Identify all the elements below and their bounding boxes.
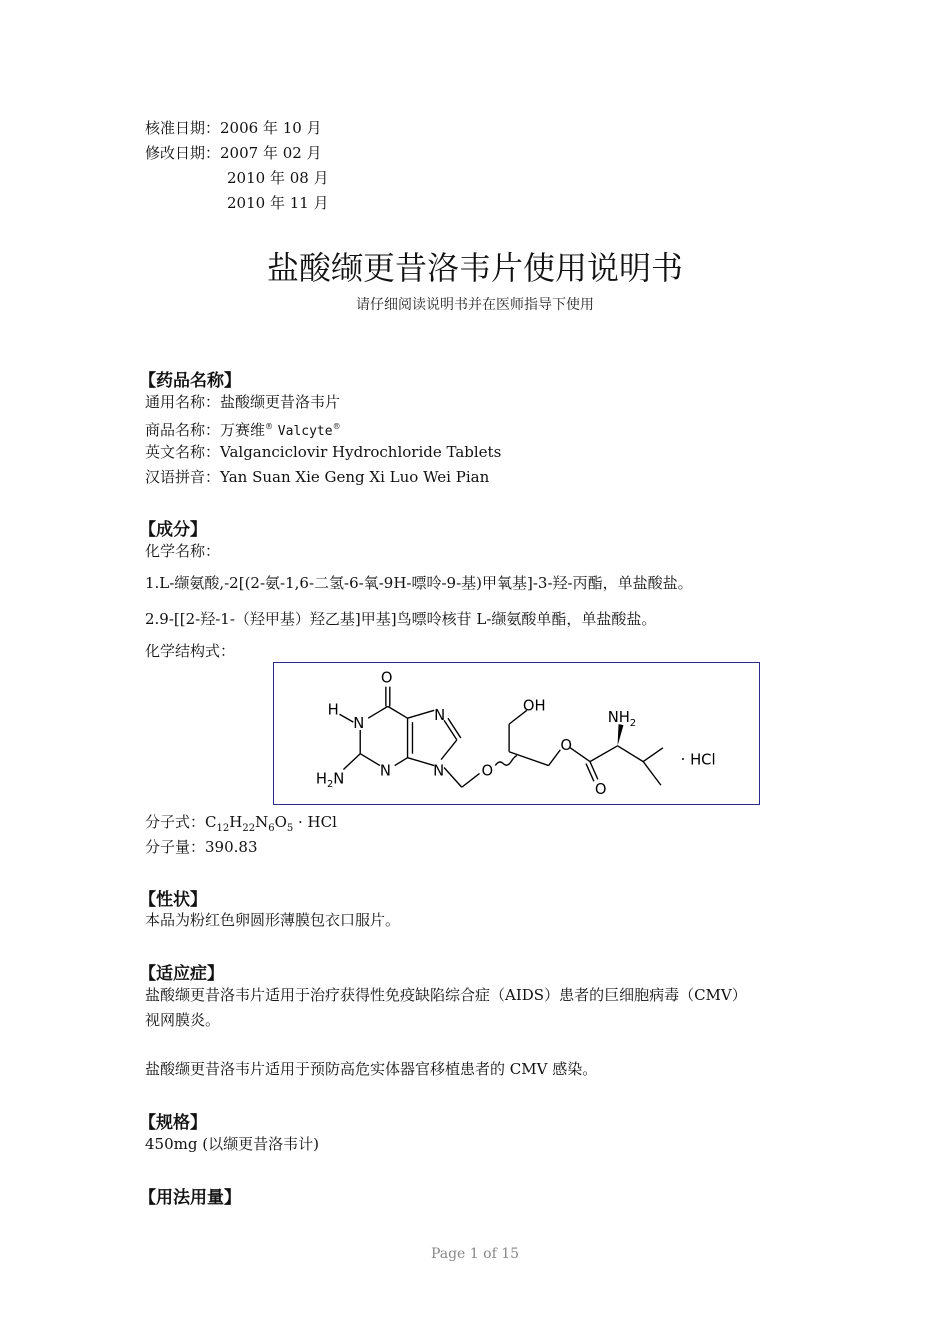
revision-date-value: 2007 年 02 月 [220,144,322,162]
atom-n1: N [353,715,365,733]
section-header-appearance: 【性状】 [139,890,207,910]
generic-name: 通用名称：盐酸缬更昔洛韦片 [145,393,341,411]
trade-name-en: Valcyte [277,424,333,439]
section-header-drug-name: 【药品名称】 [139,371,241,391]
section-header-indications: 【适应症】 [139,964,224,984]
formula-subscript: 6 [268,823,275,834]
registered-mark: ® [332,422,341,431]
atom-h: H [327,701,339,719]
section-header-specification: 【规格】 [139,1113,207,1133]
revision-date-label: 修改日期： [145,144,221,162]
approval-date-value: 2006 年 10 月 [220,119,322,137]
section-header-dosage: 【用法用量】 [139,1188,241,1208]
formula-suffix: · HCl [293,813,337,831]
atom-n7: N [434,707,446,725]
formula-element: H [229,813,243,831]
atom-oh: OH [522,697,546,715]
hcl-label: · HCl [680,751,716,769]
formula-subscript: 22 [242,823,256,834]
english-name: 英文名称：Valganciclovir Hydrochloride Tablets [145,443,502,461]
appearance-text: 本品为粉红色卵圆形薄膜包衣口服片。 [145,911,401,929]
approval-date-label: 核准日期： [145,119,221,137]
chemical-structure-diagram [273,662,760,805]
formula-subscript: 12 [216,823,230,834]
formula-element: N [255,813,269,831]
indication-text: 盐酸缬更昔洛韦片适用于预防高危实体器官移植患者的 CMV 感染。 [145,1060,598,1078]
structure-svg [274,663,759,804]
molecular-formula [145,812,337,839]
page-number: Page 1 of 15 [430,1246,520,1262]
atom-o-carbonyl: O [594,781,607,799]
atom-n9: N [433,762,445,780]
formula-label: 分子式： [145,813,206,831]
atom-o-top: O [380,669,393,687]
specification-text: 450mg (以缬更昔洛韦计) [145,1135,319,1153]
indication-text: 视网膜炎。 [145,1011,221,1029]
wedge-bond [618,724,624,746]
document-subtitle: 请仔细阅读说明书并在医师指导下使用 [356,297,594,313]
atom-o-ester: O [560,736,573,754]
chemical-name-1: 1.L-缬氨酸,-2[(2-氨-1,6-二氢-6-氧-9H-嘌呤-9-基)甲氧基]-3-羟-丙酯，单盐酸盐。 [145,574,693,592]
formula-element: O [274,813,287,831]
molecular-weight: 分子量：390.83 [145,838,258,856]
structure-label: 化学结构式： [145,642,236,660]
atom-n3: N [379,762,391,780]
approval-date [145,118,322,138]
atom-o-ether: O [481,762,494,780]
registered-mark: ® [265,422,274,431]
revision-date-value: 2010 年 08 月 [227,169,329,187]
formula-element: C [205,813,217,831]
indication-text: 盐酸缬更昔洛韦片适用于治疗获得性免疫缺陷综合症（AIDS）患者的巨细胞病毒（CMV） [145,986,747,1004]
revision-date [145,143,322,163]
formula-subscript: 5 [286,823,294,834]
chemical-name-2: 2.9-[[2-羟-1-（羟甲基）羟乙基]甲基]鸟嘌呤核苷 L-缬氨酸单酯，单盐酸盐。 [145,610,657,628]
atom-nh2: $NH_2$ [607,709,637,730]
section-header-composition: 【成分】 [139,520,207,540]
document-title: 盐酸缬更昔洛韦片使用说明书 [266,249,683,287]
trade-name [145,417,341,442]
revision-date-value: 2010 年 11 月 [227,194,329,212]
atom-h2n: $H_2N$ [315,770,345,791]
pinyin-name: 汉语拼音：Yan Suan Xie Geng Xi Luo Wei Pian [145,468,490,486]
trade-name-cn: 商品名称：万赛维 [145,421,266,439]
chemical-name-label: 化学名称： [145,542,221,560]
